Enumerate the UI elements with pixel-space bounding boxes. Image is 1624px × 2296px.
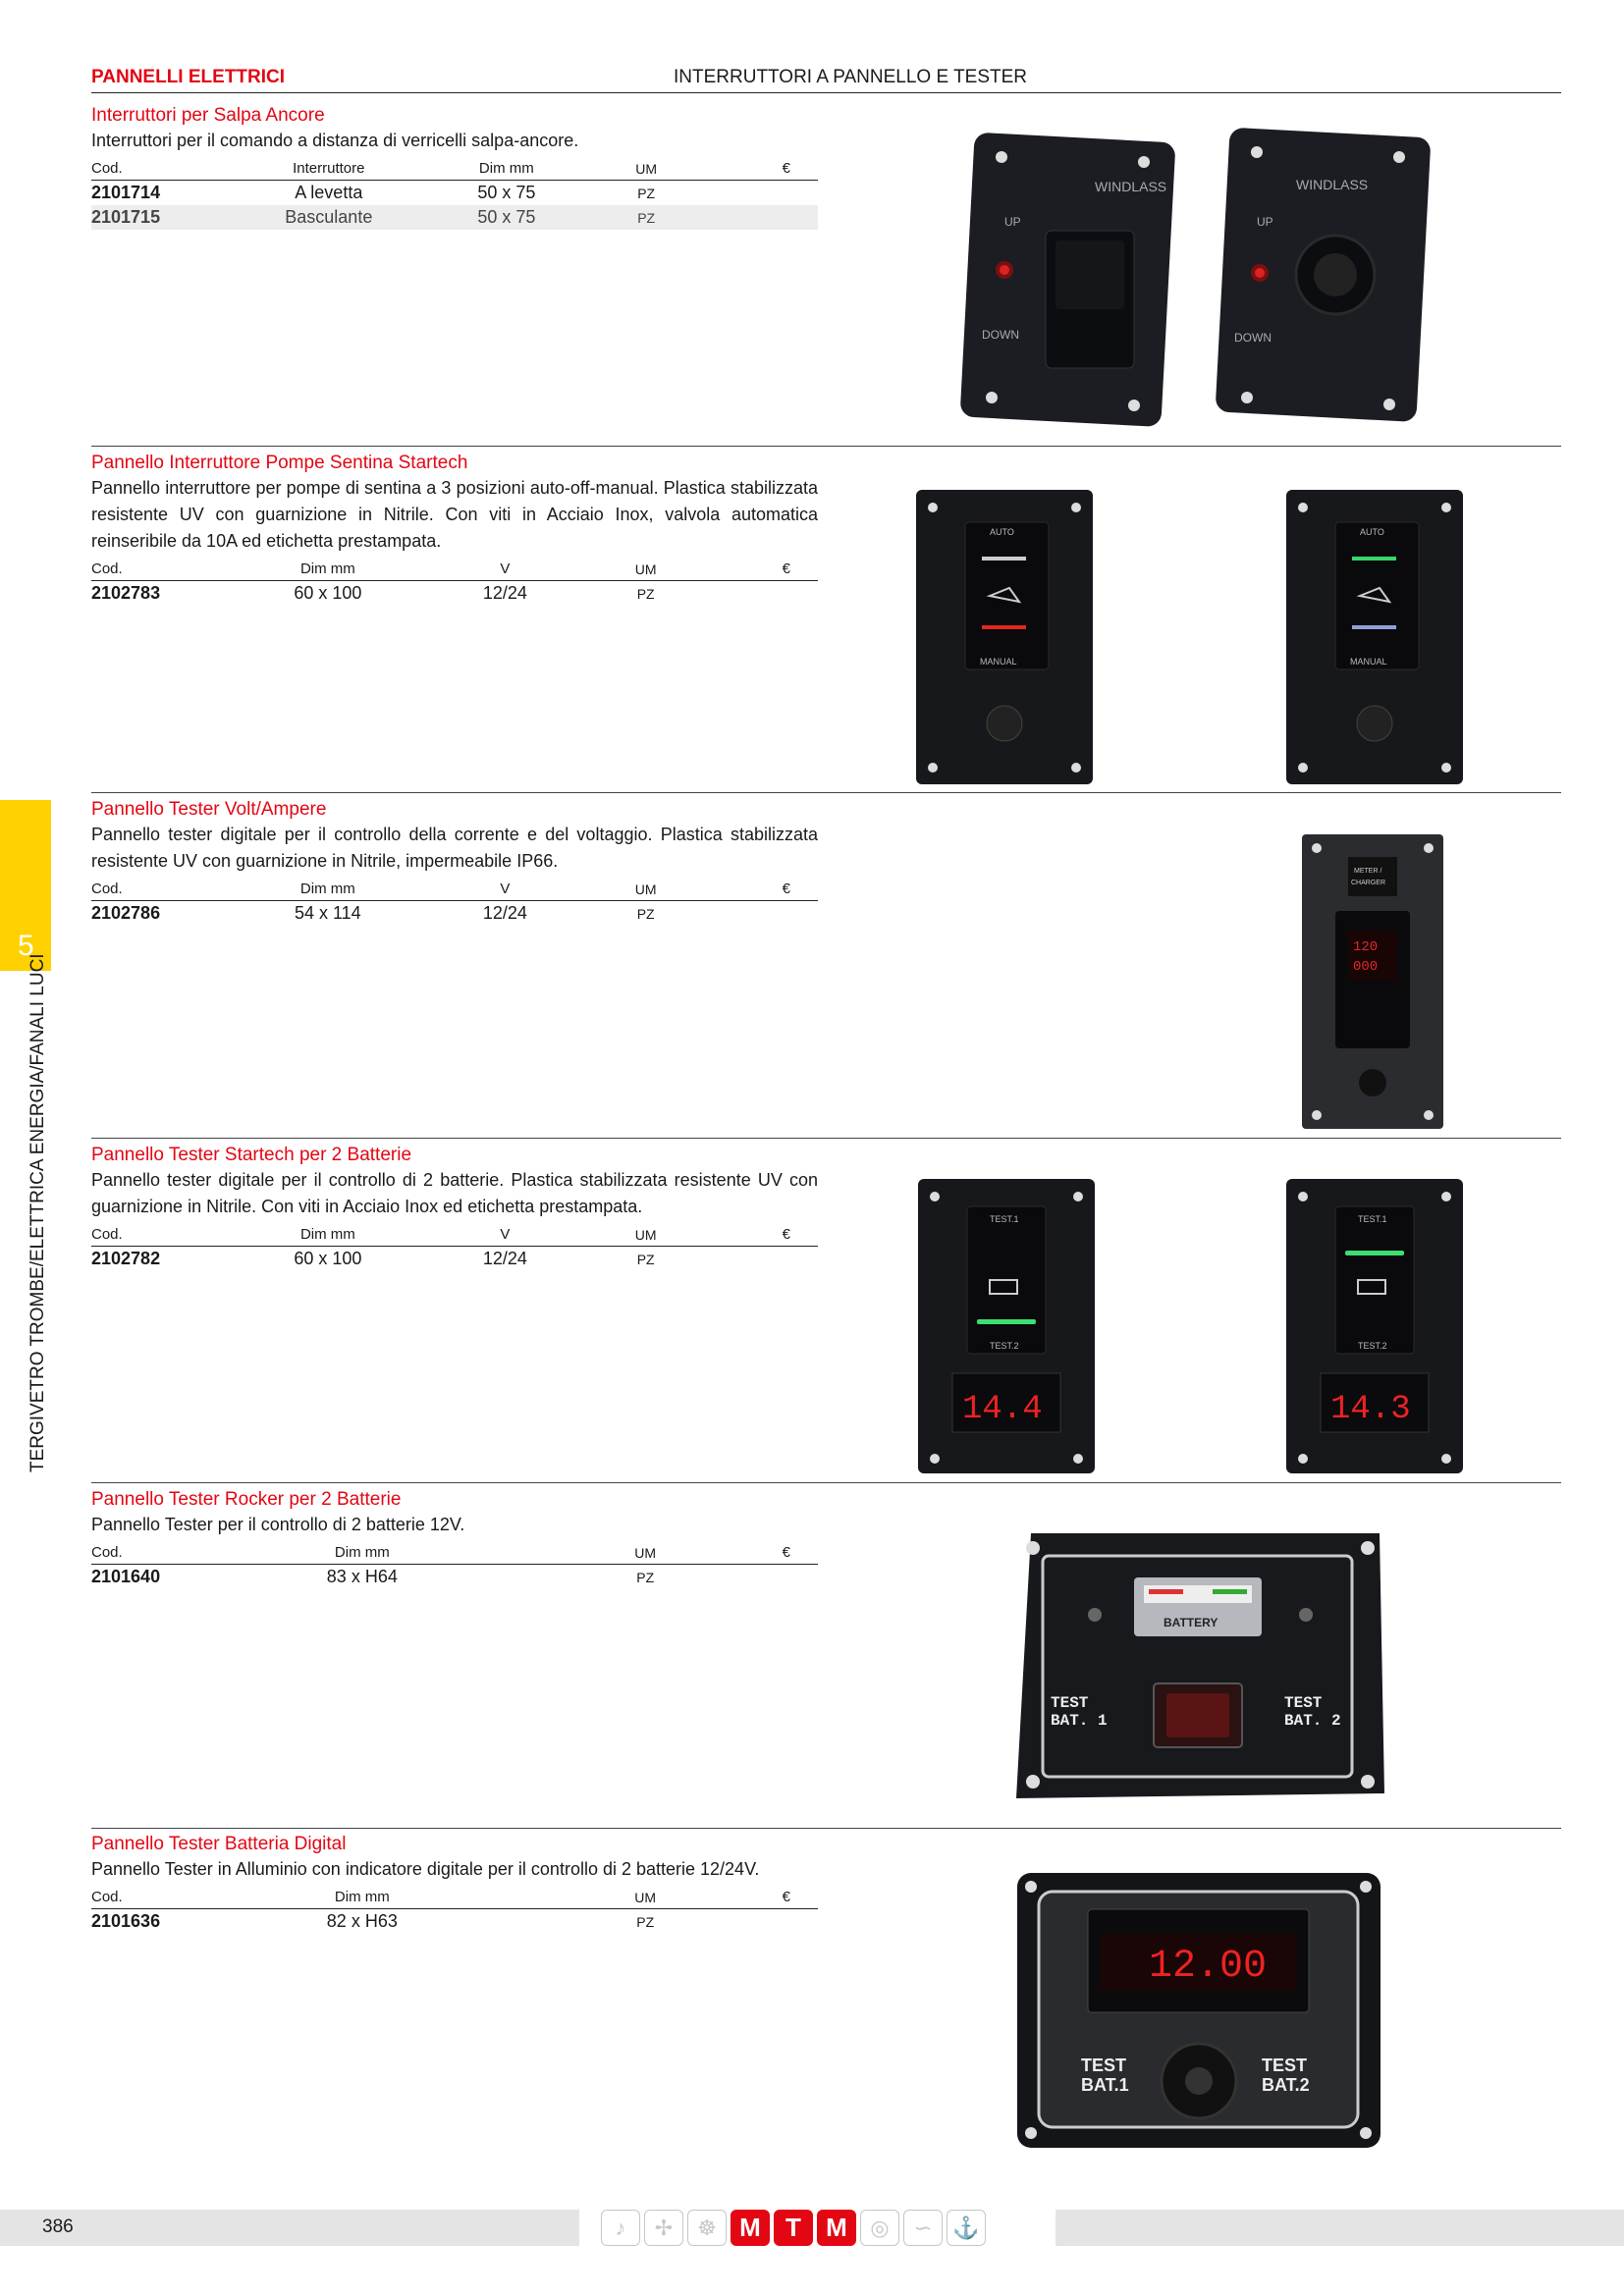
section-pompe-sentina (91, 452, 818, 606)
svg-text:BAT.2: BAT.2 (1262, 2075, 1310, 2095)
product-table: Cod. Dim mm V UM € 2102782 60 x 100 12/24 PZ (91, 1224, 818, 1271)
svg-text:DOWN: DOWN (982, 328, 1019, 342)
footer-category-icons (601, 2210, 986, 2246)
bilge-pump-panel-photo-1 (911, 488, 1098, 787)
svg-text:TEST: TEST (1262, 2056, 1308, 2075)
anchor-icon: ⚓ (947, 2210, 986, 2246)
bilge-pump-panel-photo-2 (1281, 488, 1468, 787)
col-header: Interruttore (235, 158, 423, 181)
footer-bar-right (1056, 2210, 1624, 2246)
col-header: € (703, 158, 818, 181)
col-header: Dim mm (423, 158, 590, 181)
svg-text:000: 000 (1353, 959, 1379, 975)
section-divider (91, 1138, 1561, 1139)
two-battery-tester-photo-2 (1281, 1177, 1468, 1476)
chapter-tab (0, 800, 51, 971)
section-tester-2-batterie (91, 1144, 818, 1271)
product-table: Cod. Dim mm V UM € 2102786 54 x 114 12/24 PZ (91, 879, 818, 926)
section-description: Interruttori per il comando a distanza di verricelli salpa-ancore. (91, 131, 579, 150)
svg-text:TEST.1: TEST.1 (1358, 1214, 1387, 1224)
section-divider (91, 792, 1561, 793)
product-table (91, 158, 818, 230)
svg-text:BAT.1: BAT.1 (1081, 2075, 1129, 2095)
chapter-side-title: TERGIVETRO TROMBE/ELETTRICA ENERGIA/FANALI LUCI (27, 953, 48, 1472)
section-title: Pannello Tester Startech per 2 Batterie (91, 1145, 412, 1165)
page-number: 386 (42, 2216, 74, 2237)
svg-text:DOWN: DOWN (1234, 331, 1272, 345)
svg-text:120: 120 (1353, 939, 1379, 955)
svg-text:WINDLASS: WINDLASS (1296, 177, 1369, 192)
section-divider (91, 1482, 1561, 1483)
table-row: 2101640 83 x H64 PZ (91, 1567, 655, 1586)
product-table: Cod. Dim mm UM € 2101636 82 x H63 PZ (91, 1887, 818, 1934)
section-description: Pannello interruttore per pompe di sentina a 3 posizioni auto-off-manual. Plastica stabilizzata resistente UV con guarnizione in Nitrile. Con viti in Acciaio Inox, valvola automatica reinseribile da 10A ed etichetta prestampata. (91, 478, 818, 551)
section-description: Pannello tester digitale per il controllo di 2 batterie. Plastica stabilizzata resistente UV con guarnizione in Nitrile. Con viti in Acciaio Inox ed etichetta prestampata. (91, 1170, 818, 1216)
svg-text:14.4: 14.4 (962, 1391, 1043, 1428)
footer-letter-t: T (774, 2210, 813, 2246)
table-row: 2101636 82 x H63 PZ (91, 1911, 655, 1931)
section-salpa-ancore (91, 104, 818, 230)
section-description: Pannello tester digitale per il controllo della corrente e del voltaggio. Plastica stabilizzata resistente UV con guarnizione in Nitrile, impermeabile IP66. (91, 825, 818, 871)
svg-text:TEST.2: TEST.2 (1358, 1341, 1387, 1351)
svg-text:TEST: TEST (1051, 1694, 1089, 1712)
chapter-number: 5 (18, 930, 34, 962)
section-title: Pannello Tester Batteria Digital (91, 1834, 347, 1854)
digital-battery-tester-photo (1014, 1870, 1382, 2150)
svg-text:MANUAL: MANUAL (1350, 657, 1387, 667)
rope-icon: ∽ (903, 2210, 943, 2246)
svg-text:MANUAL: MANUAL (980, 657, 1017, 667)
table-row: 2101714 A levetta 50 x 75 PZ (91, 183, 656, 202)
col-header: UM (590, 158, 703, 181)
svg-text:WINDLASS: WINDLASS (1095, 179, 1167, 194)
col-header: Cod. (91, 158, 235, 181)
svg-text:BATTERY: BATTERY (1164, 1616, 1218, 1629)
svg-text:TEST.2: TEST.2 (990, 1341, 1019, 1351)
windlass-lever-switch-photo (957, 133, 1183, 432)
fan-icon: ✢ (644, 2210, 683, 2246)
footer-letter-m: M (731, 2210, 770, 2246)
product-table: Cod. Dim mm V UM € 2102783 60 x 100 12/24 PZ (91, 559, 818, 606)
volt-ampere-tester-photo (1299, 832, 1446, 1132)
section-title: Pannello Tester Rocker per 2 Batterie (91, 1489, 402, 1510)
lifebuoy-icon: ◎ (860, 2210, 899, 2246)
section-divider (91, 446, 1561, 447)
section-title: Pannello Tester Volt/Ampere (91, 799, 327, 820)
subcategory-title: INTERRUTTORI A PANNELLO E TESTER (674, 67, 1028, 87)
svg-text:METER /: METER / (1354, 868, 1382, 875)
section-description: Pannello Tester in Alluminio con indicatore digitale per il controllo di 2 batterie 12/24V. (91, 1859, 760, 1879)
svg-text:AUTO: AUTO (1360, 527, 1384, 537)
windlass-toggle-switch-photo (1213, 128, 1438, 427)
section-title: Interruttori per Salpa Ancore (91, 105, 325, 126)
svg-text:TEST.1: TEST.1 (990, 1214, 1019, 1224)
svg-text:AUTO: AUTO (990, 527, 1014, 537)
helm-wheel-icon: ☸ (687, 2210, 727, 2246)
table-row: 2102783 60 x 100 12/24 PZ (91, 583, 655, 603)
section-title: Pannello Interruttore Pompe Sentina Startech (91, 453, 468, 473)
svg-text:TEST: TEST (1284, 1694, 1323, 1712)
category-title: PANNELLI ELETTRICI (91, 67, 286, 87)
footer-bar-left (0, 2210, 579, 2246)
table-row: 2102786 54 x 114 12/24 PZ (91, 903, 655, 923)
rocker-battery-tester-photo (1011, 1528, 1389, 1803)
table-row: 2101715 Basculante 50 x 75 PZ (91, 205, 818, 230)
section-tester-rocker (91, 1488, 818, 1589)
two-battery-tester-photo-1 (913, 1177, 1100, 1476)
svg-text:14.3: 14.3 (1330, 1391, 1411, 1428)
svg-text:UP: UP (1004, 215, 1021, 229)
svg-text:TEST: TEST (1081, 2056, 1127, 2075)
svg-text:UP: UP (1257, 215, 1273, 229)
section-description: Pannello Tester per il controllo di 2 batterie 12V. (91, 1515, 465, 1534)
product-table: Cod. Dim mm UM € 2101640 83 x H64 PZ (91, 1542, 818, 1589)
footer-letter-m2: M (817, 2210, 856, 2246)
svg-text:12.00: 12.00 (1149, 1945, 1268, 1989)
section-tester-digital (91, 1833, 818, 1934)
svg-text:CHARGER: CHARGER (1351, 880, 1386, 886)
header-divider (91, 92, 1561, 93)
section-divider (91, 1828, 1561, 1829)
section-tester-volt (91, 798, 818, 926)
table-row: 2102782 60 x 100 12/24 PZ (91, 1249, 655, 1268)
svg-text:BAT. 1: BAT. 1 (1051, 1712, 1108, 1730)
horn-icon: ♪ (601, 2210, 640, 2246)
svg-text:BAT. 2: BAT. 2 (1284, 1712, 1341, 1730)
